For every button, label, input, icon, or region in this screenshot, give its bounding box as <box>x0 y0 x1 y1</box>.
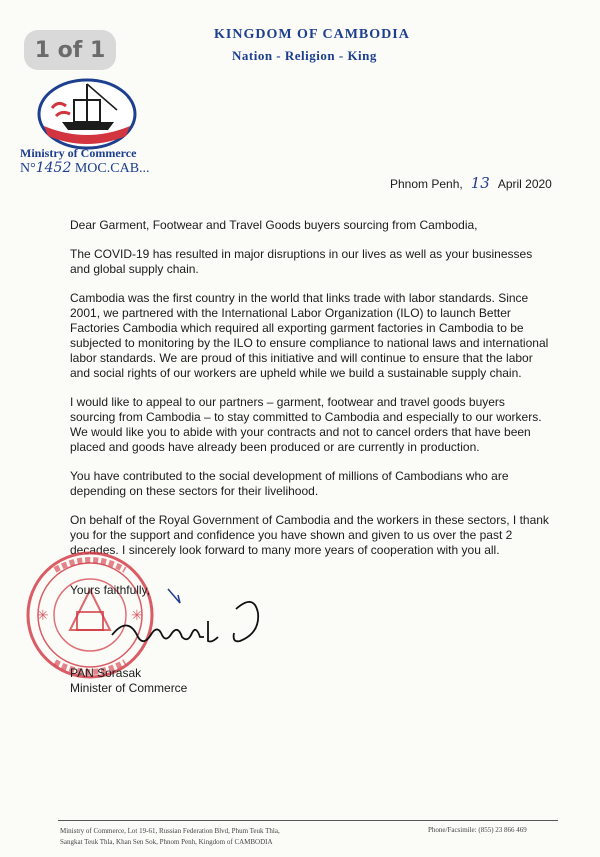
ref-number: 1452 <box>35 160 72 176</box>
footer-address-line2: Sangkat Teuk Thla, Khan Sen Sok, Phnom Penh, Kingdom of CAMBODIA <box>60 838 273 846</box>
ref-prefix: N° <box>20 161 36 176</box>
closing-text: Yours faithfully, <box>70 583 151 597</box>
footer-phone: Phone/Facsimile: (855) 23 866 469 <box>428 826 527 834</box>
footer-address <box>60 826 280 848</box>
ref-suffix: MOC.CAB <box>74 161 140 176</box>
date-place: Phnom Penh, <box>390 177 463 191</box>
letter-date <box>390 174 552 192</box>
national-motto: Nation - Religion - King <box>232 48 377 63</box>
svg-text:✳: ✳ <box>37 607 49 623</box>
page-count-badge: 1 of 1 <box>24 30 116 70</box>
reference-number <box>20 160 150 177</box>
signer-name: PAN Sorasak <box>70 666 142 680</box>
footer-address-line1: Ministry of Commerce, Lot 19-61, Russian Federation Blvd, Phum Teuk Thla, <box>60 827 280 835</box>
paragraph: Cambodia was the first country in the world that links trade with labor standards. Since 2001, we partnered with the International Labor Organization (ILO) to launch Better Factories Cambodia which required all exporting garment factories in Cambodia to be subjected to monitoring by the ILO to ensure compliance to national laws and international labor standards. We are proud of this initiative and will continue to ensure that the labor and social rights of our workers are upheld while we build a sustainable supply chain. <box>70 291 549 380</box>
ministry-logo <box>22 70 152 150</box>
date-day: 13 <box>470 174 490 192</box>
svg-text:✳: ✳ <box>131 607 143 623</box>
kingdom-title: KINGDOM OF CAMBODIA <box>214 27 410 42</box>
paragraph: The COVID-19 has resulted in major disruptions in our lives as well as your businesses and global supply chain. <box>70 247 533 276</box>
paragraph: I would like to appeal to our partners – garment, footwear and travel goods buyers sourcing from Cambodia – to stay committed to Cambodia and especially to our workers. We would like you to abide with your contracts and not to cancel orders that have been placed and goods have already been produced or are currently in production. <box>70 395 542 454</box>
date-month-year: April 2020 <box>497 177 552 191</box>
letter-body <box>70 218 550 572</box>
handwritten-signature <box>108 585 288 655</box>
salutation: Dear Garment, Footwear and Travel Goods buyers sourcing from Cambodia, <box>70 218 478 232</box>
paragraph: You have contributed to the social development of millions of Cambodians who are depending on these sectors for their livelihood. <box>70 469 509 498</box>
ministry-name: Ministry of Commerce <box>20 146 137 160</box>
footer-divider <box>58 820 558 821</box>
paragraph: On behalf of the Royal Government of Cambodia and the workers in these sectors, I thank you for the support and confidence you have shown and given to us over the past 2 decades. I sincerely look forward to many more years of cooperation with you all. <box>70 513 549 557</box>
signer-title: Minister of Commerce <box>70 681 188 695</box>
ref-trail: ... <box>139 161 150 176</box>
signer-block <box>70 666 187 696</box>
